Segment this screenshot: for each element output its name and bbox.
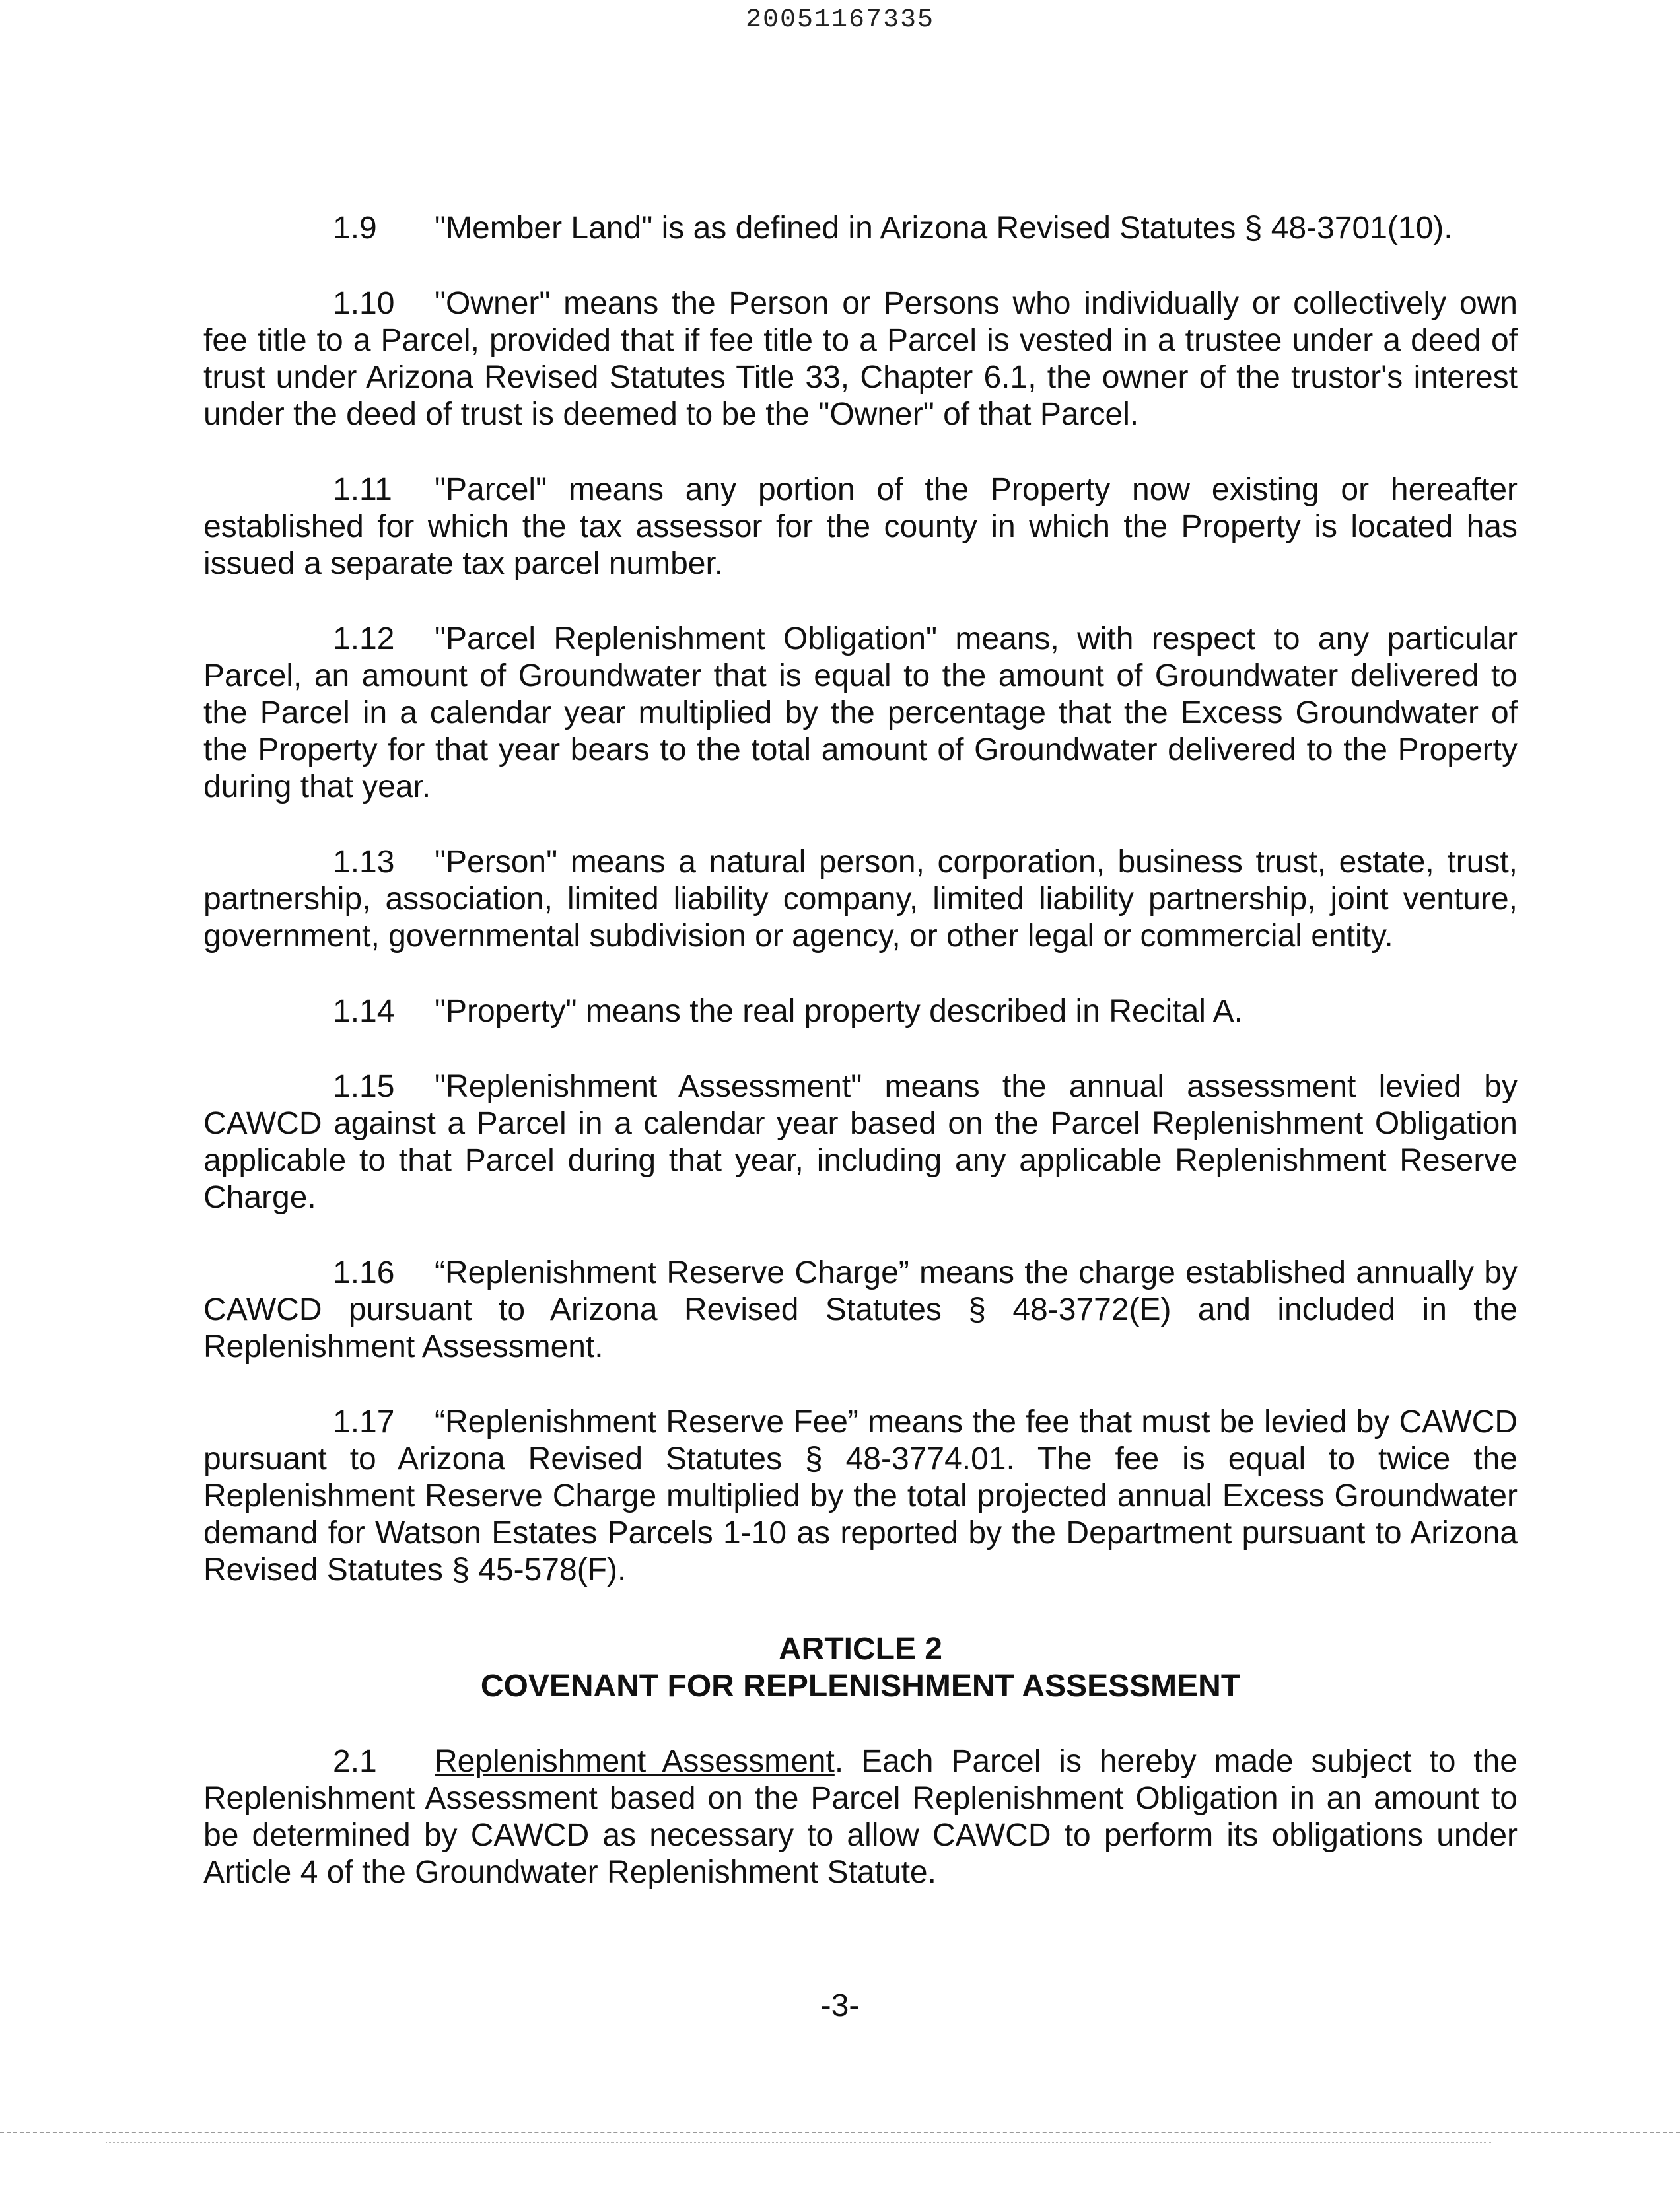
definition-1-11	[203, 471, 1518, 582]
definition-1-12	[203, 621, 1518, 806]
section-number: 1.9	[333, 211, 377, 246]
article-label: ARTICLE 2	[778, 1632, 942, 1667]
definition-text: “Replenishment Reserve Fee” means the fee that must be levied by CAWCD pursuant to Arizona Revised Statutes § 48-3774.01. The fee is equal to twice the Replenishment Reserve Charge multiplied by the total projected annual Excess Groundwater demand for Watson Estates Parcels 1-10 as reported by the Department pursuant to Arizona Revised Statutes § 45-578(F).	[203, 1405, 1518, 1587]
section-number: 1.15	[333, 1069, 395, 1104]
article-heading	[203, 1627, 1518, 1705]
section-heading-punct: .	[834, 1744, 844, 1779]
section-number: 1.17	[333, 1405, 395, 1440]
definition-text: "Parcel Replenishment Obligation" means, with respect to any particular Parcel, an amount of Groundwater that is equal to the amount of Groundwater delivered to the Parcel in a calendar year multiplied by the percentage that the Excess Groundwater of the Property for that year bears to the total amount of Groundwater delivered to the Property during that year.	[203, 621, 1518, 804]
definition-text: "Parcel" means any portion of the Property now existing or hereafter established for which the tax assessor for the county in which the Property is located has issued a separate tax parcel number.	[203, 472, 1518, 581]
section-heading: Replenishment Assessment	[435, 1744, 835, 1779]
definition-1-16	[203, 1255, 1518, 1366]
section-2-1	[203, 1743, 1518, 1891]
recording-number: 20051167335	[745, 5, 935, 35]
definition-1-13	[203, 844, 1518, 955]
scan-edge-line	[0, 2132, 1680, 2133]
definition-text: "Person" means a natural person, corporation, business trust, estate, trust, partnership, association, limited liability company, limited liability partnership, joint venture, government, governmental subdivision or agency, or other legal or commercial entity.	[203, 845, 1518, 954]
definition-1-15	[203, 1068, 1518, 1216]
definition-1-17	[203, 1404, 1518, 1589]
definition-1-14	[203, 993, 1518, 1030]
definition-text: "Replenishment Assessment" means the annual assessment levied by CAWCD against a Parcel in a calendar year based on the Parcel Replenishment Obligation applicable to that Parcel during that year, including any applicable Replenishment Reserve Charge.	[203, 1069, 1518, 1215]
section-number: 2.1	[333, 1744, 377, 1779]
definition-text: "Member Land" is as defined in Arizona Revised Statutes § 48-3701(10).	[435, 211, 1453, 246]
section-number: 1.12	[333, 621, 395, 656]
definition-1-10	[203, 285, 1518, 433]
definition-1-9	[203, 210, 1518, 247]
section-number: 1.14	[333, 994, 395, 1029]
definition-text: "Owner" means the Person or Persons who individually or collectively own fee title to a Parcel, provided that if fee title to a Parcel is vested in a trustee under a deed of trust under Arizona Revised Statutes Title 33, Chapter 6.1, the owner of the trustor's interest under the deed of trust is deemed to be the "Owner" of that Parcel.	[203, 286, 1518, 432]
section-number: 1.10	[333, 286, 395, 321]
section-number: 1.11	[333, 472, 392, 507]
document-body	[203, 210, 1518, 1929]
page-number: -3-	[820, 1988, 860, 2023]
definition-text: “Replenishment Reserve Charge” means the charge established annually by CAWCD pursuant to Arizona Revised Statutes § 48-3772(E) and included in the Replenishment Assessment.	[203, 1255, 1518, 1364]
definition-text: "Property" means the real property described in Recital A.	[435, 994, 1243, 1029]
section-text: Each Parcel is hereby made subject to the Replenishment Assessment based on the Parcel Replenishment Obligation in an amount to be determined by CAWCD as necessary to allow CAWCD to perform its obligations under Article 4 of the Groundwater Replenishment Statute.	[203, 1744, 1518, 1890]
article-title: COVENANT FOR REPLENISHMENT ASSESSMENT	[480, 1669, 1241, 1704]
section-number: 1.16	[333, 1255, 395, 1290]
scan-edge-line-secondary	[106, 2142, 1492, 2143]
section-number: 1.13	[333, 845, 395, 880]
